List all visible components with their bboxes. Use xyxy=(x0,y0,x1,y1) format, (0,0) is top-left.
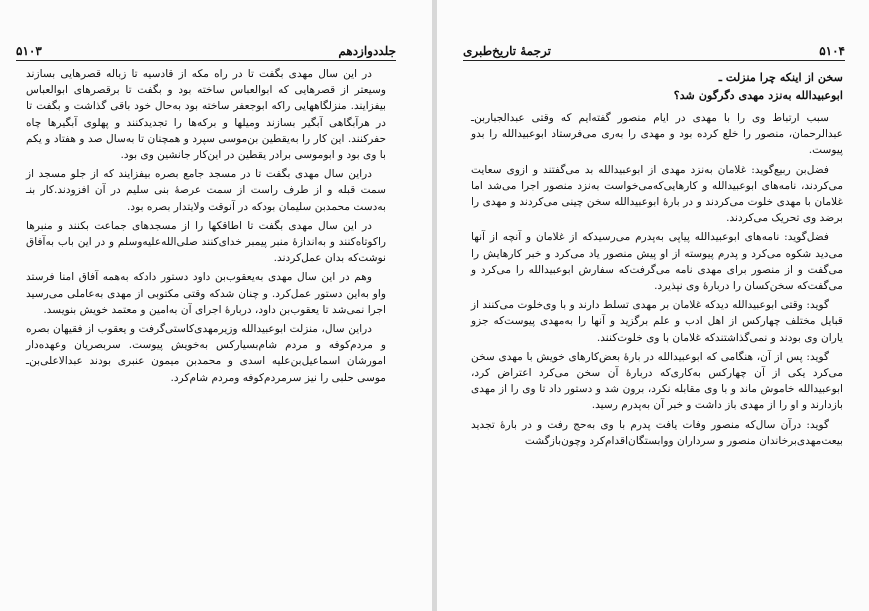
paragraph: وهم در این سال مهدی به‌یعقوب‌بن داود دستور دادکه به‌همه آفاق امنا فرستد واو به‌این دستور عمل‌کرد. و چنان شدکه وقتی مکتوبی از مهدی به‌عاملی می‌رسید اجرا نمی‌شد تا یعقوب‌بن داود، دربارهٔ اجرای آن به‌امین و معتمد خویش بنویسد. xyxy=(26,271,386,316)
paragraph: دراین سال مهدی بگفت تا در مسجد جامع بصره بیفزایند که از جلو مسجد از سمت قبله و از طرف راست از سمت عرصهٔ بنی سلیم در آن افزودند.کار بنـ به‌دست محمدبن سلیمان بودکه در آنوقت ولایتدار بصره بود. xyxy=(26,168,386,213)
paragraph: در این سال مهدی بگفت تا اطاقکها را از مسجدهای جماعت بکنند و منبرها راکوتاه‌کنند و به‌اندازهٔ منبر پیمبر خدای‌کنند صلی‌الله‌علیه‌وسلم و در این باب به‌آفاق نوشت‌که بدان عمل‌کردند. xyxy=(26,219,386,265)
paragraph: گوید: پس از آن، هنگامی که ابوعبیدالله در بارهٔ بعض‌کارهای خویش با مهدی سخن می‌کرد یکی از آن چهارکس به‌کاری‌که دربارهٔ آن سخن می‌کرد اعتراض کرد، ابوعبیدالله خاموش ماند و با وی مقابله نکرد، برون شد و دستور داد تا وی را از مهدی بازدارند و او را از مهدی باز داشت و خبر آن به‌پدرم رسید. xyxy=(471,350,843,412)
right-page-body xyxy=(471,66,843,452)
left-page xyxy=(0,0,432,611)
book-title: ترجمهٔ تاریخ‌طبری xyxy=(463,44,551,58)
right-page xyxy=(437,0,869,611)
volume-title: جلددوازدهم xyxy=(338,44,396,58)
page-number: ۵۱۰۳ xyxy=(16,44,42,58)
paragraph: فضل‌گوید: نامه‌های ابوعبیدالله پیاپی به‌پدرم می‌رسیدکه از غلامان و آنچه از آنها می‌دید شکوه می‌کرد و پدرم پیوسته از او پیش منصور یاد می‌کرد و خبر کارهایش را می‌گفت و از منصور برای مهدی نامه می‌گرفت‌که سفارش ابوعبیدالله را می‌کرد و می‌گفت‌که سخن‌کسان را دربارهٔ وی نپذیرد. xyxy=(471,231,843,293)
paragraph: سبب ارتباط وی را با مهدی در ایام منصور گفته‌ایم که وقتی عبدالجباربن‌ـ عبدالرحمان، منصور را خلع کرده بود و مهدی را به‌ری می‌فرستاد ابوعبیدالله را بدو پیوست. xyxy=(471,112,843,157)
left-page-body xyxy=(26,66,386,389)
page-number: ۵۱۰۴ xyxy=(819,44,845,58)
paragraph: فضل‌بن ربیع‌گوید: غلامان به‌نزد مهدی از ابوعبیدالله بد می‌گفتند و ازوی سعایت می‌کردند، نامه‌های ابوعبیدالله و کارهایی‌که‌می‌خواست به‌نزد منصور اجرا می‌شد اما غلامان با مهدی خلوت می‌کردند و در بارهٔ ابوعبیدالله سخن چینی می‌کردند و مهدی را برضد وی تحریک می‌کردند. xyxy=(471,163,843,225)
paragraph: دراین سال، منزلت ابوعبیدالله وزیرمهدی‌کاستی‌گرفت و یعقوب از فقیهان بصره و مردم‌کوفه و مردم شام‌بسیارکس به‌خویش پیوست. سربصریان وعهده‌دار امورشان اسماعیل‌بن‌علیه اسدی و محمدبن میمون عنبری بودند عبدالاعلی‌بن‌ـ موسی حلبی را نیز سرمردم‌کوفه ومردم شام‌کرد. xyxy=(26,323,386,384)
right-page-header xyxy=(463,38,845,58)
section-heading-line: سخن از اینکه چرا منزلت ـ xyxy=(718,70,843,84)
paragraph: گوید: وقتی ابوعبیدالله دیدکه غلامان بر مهدی تسلط دارند و با وی‌خلوت می‌کنند از قبایل مختلف چهارکس از اهل ادب و علم برگزید و آنها را به‌مهدی پیوست‌که جزو یاران وی بودند و نمی‌گذاشتندکه غلامان با وی خلوت‌کنند. xyxy=(471,299,843,344)
section-heading xyxy=(471,68,843,104)
paragraph: در این سال مهدی بگفت تا در راه مکه از قادسیه تا زباله قصرهایی بسازند وسیعتر از قصرهایی که ابوالعباس ساخته بود و بگفت تا برقصرهای ابوالعباس بیفزایند. منزلگاههایی راکه ابوجعفر ساخته بود به‌حال خود باقی گذاشت و بگفت تا در هرآبگاهی آبگیر بسازند ومیلها و برکه‌ها را تجدیدکنند و پهلوی آبگیرها چاه حفرکنند. این کار را به‌یقطین بن‌موسی سپرد و همچنان تا به‌سال صد و هفتاد و یکم با وی بود و ابوموسی برادر یقطین در این‌کار جانشین وی بود. xyxy=(26,68,386,162)
header-rule xyxy=(463,60,845,61)
left-page-header xyxy=(16,38,396,58)
paragraph: گوید: درآن سال‌که منصور وفات یافت پدرم با وی به‌حج رفت و در بارهٔ تجدید بیعت‌مهدی‌برخاندان منصور و سرداران ووابستگان‌اقدام‌کرد وچون‌بازگشت xyxy=(471,418,843,447)
header-rule xyxy=(16,60,396,61)
section-heading-line: ابوعبیدالله به‌نزد مهدی دگرگون شد؟ xyxy=(673,88,843,102)
